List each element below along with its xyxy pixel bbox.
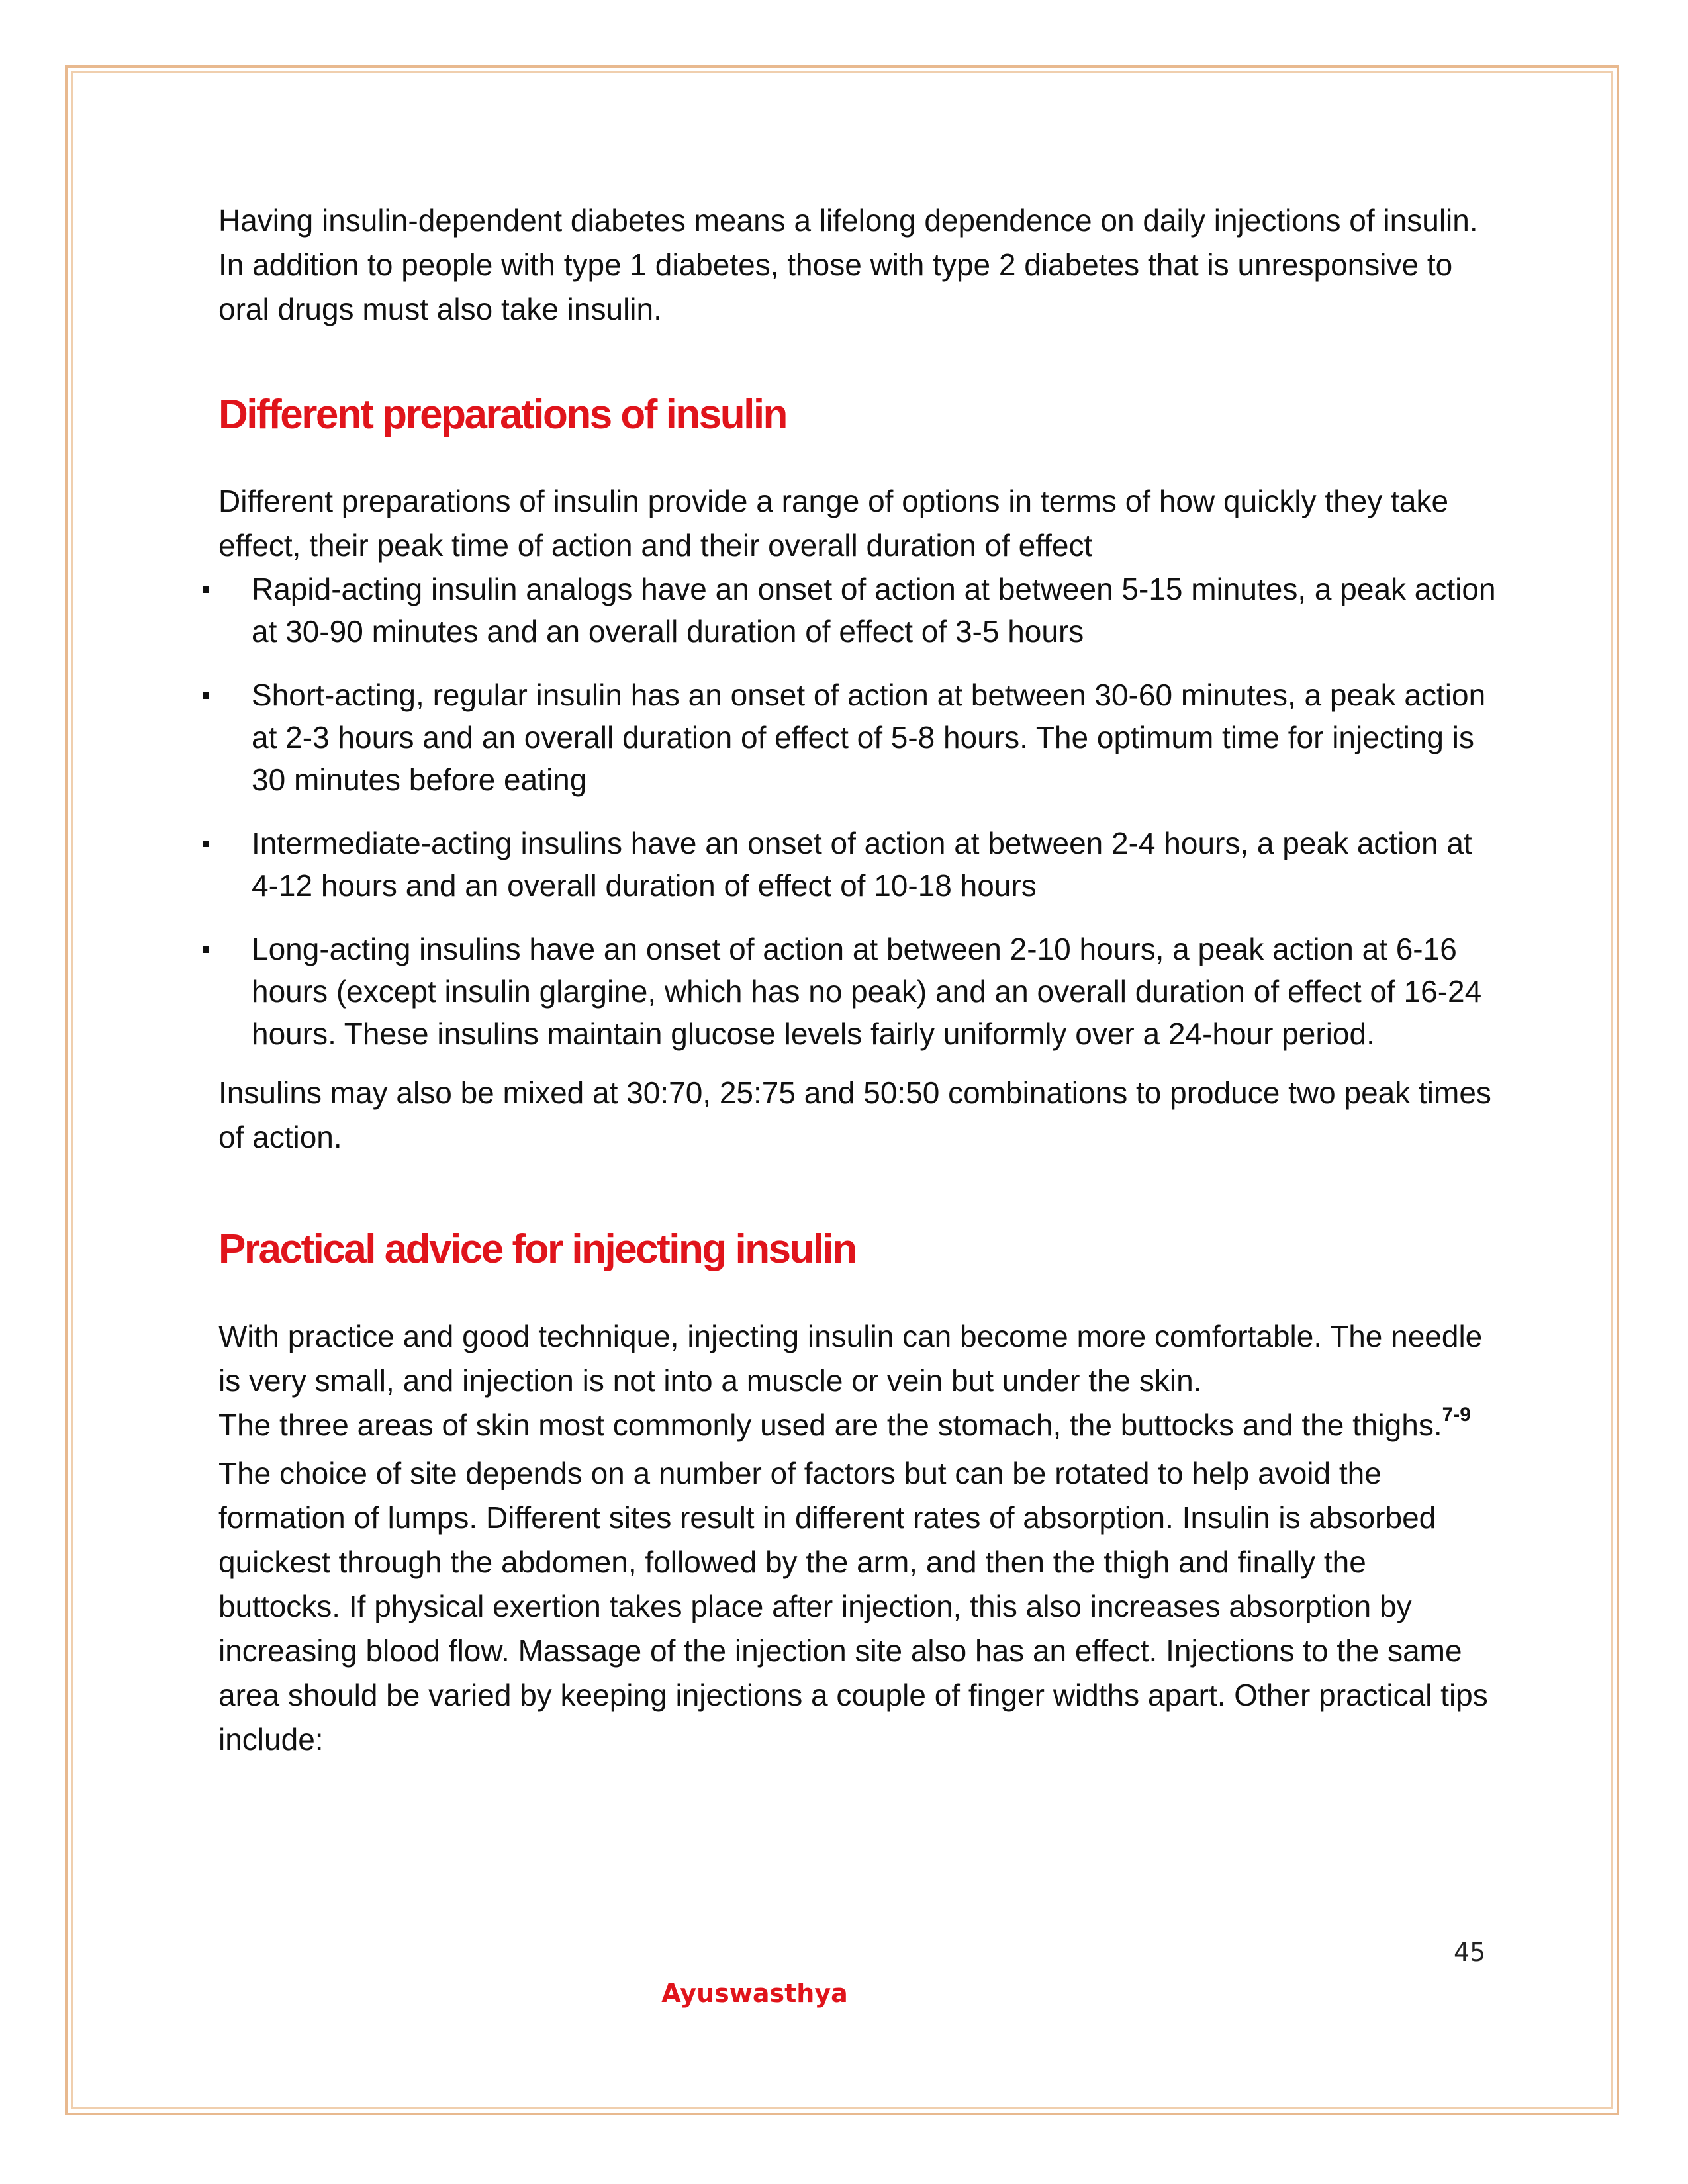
practical-paragraph-1: With practice and good technique, injecting insulin can become more comfortable. The needle is very small, and injection is not into a muscle or vein but under the skin. [218, 1319, 1483, 1398]
heading-practical-advice: Practical advice for injecting insulin [218, 1226, 856, 1272]
bullet-icon [203, 586, 209, 593]
mixed-insulin-paragraph: Insulins may also be mixed at 30:70, 25:75 and 50:50 combinations to produce two peak times of action. [218, 1075, 1491, 1154]
preparations-intro: Different preparations of insulin provide a range of options in terms of how quickly they take effect, their peak time of action and their overall duration of effect [218, 484, 1449, 563]
list-item [218, 568, 1496, 653]
list-item [218, 928, 1496, 1055]
list-item-text: Short-acting, regular insulin has an onset of action at between 30-60 minutes, a peak action at 2-3 hours and an overall duration of effect of 5-8 hours. The optimum time for injecting is 30 minutes before eating [252, 678, 1486, 797]
intro-paragraph: Having insulin-dependent diabetes means a lifelong dependence on daily injections of insulin. In addition to people with type 1 diabetes, those with type 2 diabetes that is unresponsive to oral drugs must also take insulin. [218, 203, 1478, 326]
list-item [218, 674, 1496, 801]
list-item-text: Long-acting insulins have an onset of action at between 2-10 hours, a peak action at 6-16 hours (except insulin glargine, which has no peak) and an overall duration of effect of 16-24 hours. These insulins maintain glucose levels fairly uniformly over a 24-hour period. [252, 932, 1482, 1051]
footer-brand: Ayuswasthya [661, 1979, 848, 2008]
page-number: 45 [1454, 1938, 1486, 1967]
practical-paragraph-3: The choice of site depends on a number of factors but can be rotated to help avoid the formation of lumps. Different sites result in different rates of absorption. Insulin is absorbed quickest through the abdomen, followed by the arm, and then the thigh and finally the buttocks. If physical exertion takes place after injection, this also increases absorption by increasing blood flow. Massage of the injection site also has an effect. Injections to the same area should be varied by keeping injections a couple of finger widths apart. Other practical tips include: [218, 1456, 1488, 1756]
list-item [218, 822, 1496, 907]
list-item-text: Rapid-acting insulin analogs have an onset of action at between 5-15 minutes, a peak action at 30-90 minutes and an overall duration of effect of 3-5 hours [252, 572, 1496, 649]
practical-paragraph-2 [218, 1403, 1496, 1451]
practical-paragraph-2-text: The three areas of skin most commonly used are the stomach, the buttocks and the thighs. [218, 1408, 1442, 1442]
heading-preparations: Different preparations of insulin [218, 392, 786, 437]
reference-superscript: 7-9 [1442, 1404, 1471, 1426]
bullet-icon [203, 692, 209, 699]
bullet-icon [203, 946, 209, 953]
page-content [218, 199, 1496, 1762]
insulin-types-list [218, 568, 1496, 1055]
list-item-text: Intermediate-acting insulins have an onset of action at between 2-4 hours, a peak action at 4-12 hours and an overall duration of effect of 10-18 hours [252, 826, 1472, 903]
bullet-icon [203, 841, 209, 847]
